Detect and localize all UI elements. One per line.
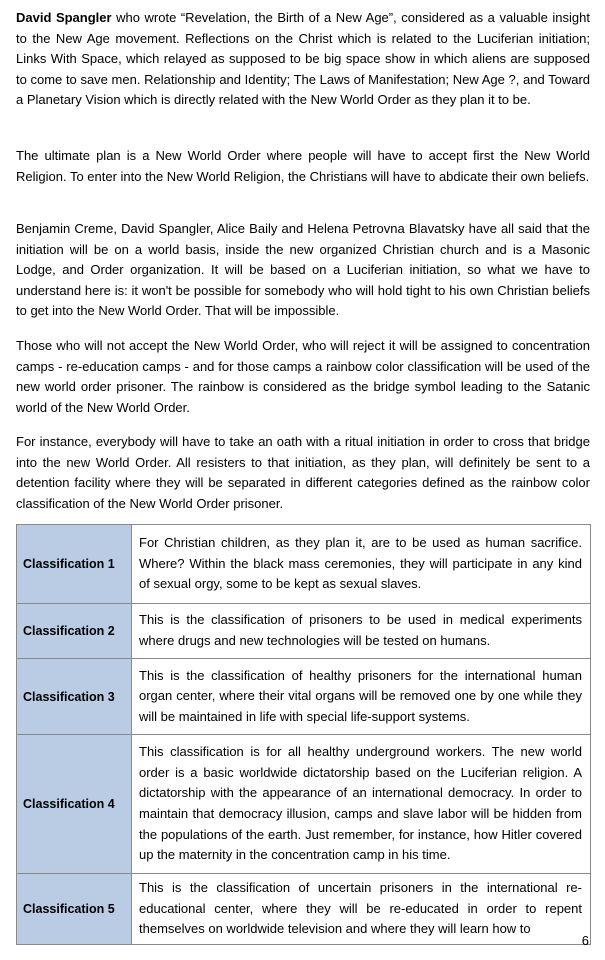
paragraph-camps: Those who will not accept the New World Order, who will reject it will be assigned to concentration camps - re-education camps - and for those camps a rainbow color classification will be used of the new world order prisoner. The rainbow is considered as the bridge symbol leading to the Satanic world of the New World Order. xyxy=(16,338,590,415)
paragraph-initiation: Benjamin Creme, David Spangler, Alice Baily and Helena Petrovna Blavatsky have all said that the initiation will be on a world basis, inside the new organized Christian church and is a Masonic Lodge, and Order organization. It will be based on a Luciferian initiation, so what we have to understand here is: it won't be possible for somebody who will hold tight to his own Christian beliefs to get into the New World Order. That will be impossible. xyxy=(16,221,590,319)
classification-description: This is the classification of prisoners to be used in medical experiments where drugs and new technologies will be tested on humans. xyxy=(132,604,591,659)
paragraph-ultimate-plan: The ultimate plan is a New World Order where people will have to accept first the New World Religion. To enter into the New World Religion, the Christians will have to abdicate their own beliefs. xyxy=(16,148,590,184)
table-row xyxy=(17,525,591,604)
table-row xyxy=(17,735,591,874)
classification-description: This classification is for all healthy underground workers. The new world order is a basic worldwide dictatorship based on the Luciferian religion. A dictatorship with the appearance of an international democracy. In order to maintain that democracy illusion, camps and slave labor will be hidden from the populations of the earth. Just remember, for instance, how Hitler covered up the maternity in the concentration camp in his time. xyxy=(132,735,591,874)
classification-table xyxy=(16,524,591,945)
classification-description: This is the classification of uncertain prisoners in the international re-educational center, where they will be re-educated in order to repent themselves on worldwide television and where they will learn how to xyxy=(132,874,591,945)
classification-label: Classification 3 xyxy=(17,659,132,735)
table-row xyxy=(17,874,591,945)
paragraph-spangler xyxy=(16,8,590,111)
table-row xyxy=(17,659,591,735)
table-row xyxy=(17,604,591,659)
page-number: 6 xyxy=(581,933,589,948)
paragraph-spangler-text: who wrote “Revelation, the Birth of a New Age”, considered as a valuable insight to the New Age movement. Reflections on the Christ which is related to the Luciferian initiation; Links With Space, which relayed as supposed to be big space show in which aliens are supposed to come to save men. Relationship and Identity; The Laws of Manifestation; New Age ?, and Toward a Planetary Vision which is directly related with the New World Order as they plan it to be. xyxy=(16,10,590,108)
author-name: David Spangler xyxy=(16,10,112,25)
classification-label: Classification 2 xyxy=(17,604,132,659)
classification-label: Classification 4 xyxy=(17,735,132,874)
classification-description: This is the classification of healthy prisoners for the international human organ center, where their vital organs will be removed one by one while they will be maintained in life with special life-support systems. xyxy=(132,659,591,735)
paragraph-oath: For instance, everybody will have to take an oath with a ritual initiation in order to cross that bridge into the new World Order. All resisters to that initiation, as they plan, will definitely be sent to a detention facility where they will be separated in different categories defined as the rainbow color classification of the New World Order prisoner. xyxy=(16,434,590,511)
classification-label: Classification 5 xyxy=(17,874,132,945)
classification-description: For Christian children, as they plan it, are to be used as human sacrifice. Where? Within the black mass ceremonies, they will participate in any kind of sexual orgy, some to be kept as sexual slaves. xyxy=(132,525,591,604)
classification-label: Classification 1 xyxy=(17,525,132,604)
